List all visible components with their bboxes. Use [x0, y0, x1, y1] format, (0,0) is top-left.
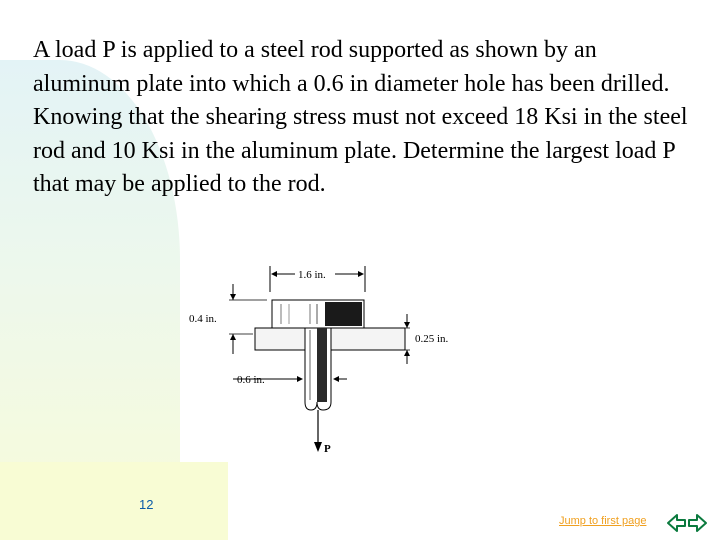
dim-left-label: 0.4 in.: [189, 313, 217, 325]
dim-top-label: 1.6 in.: [298, 269, 326, 281]
dim-right-label: 0.25 in.: [415, 333, 449, 345]
problem-statement: A load P is applied to a steel rod supported as shown by an aluminum plate into which a 0.6 in diameter hole has been drilled. Knowing that the shearing stress must not exceed 18 Ksi in the steel rod and 10 Ksi in the aluminum plate. Determine the largest load P that may be applied to the rod.: [33, 37, 688, 197]
left-right-arrows-icon[interactable]: [666, 512, 708, 534]
slide-number: 12: [139, 497, 154, 512]
jump-to-first-page-link[interactable]: Jump to first page: [559, 515, 647, 527]
background-footer-band: [0, 462, 228, 540]
dim-hole-label: 0.6 in.: [237, 374, 265, 386]
load-label: P: [324, 443, 331, 455]
rod-plate-figure: [185, 262, 475, 458]
